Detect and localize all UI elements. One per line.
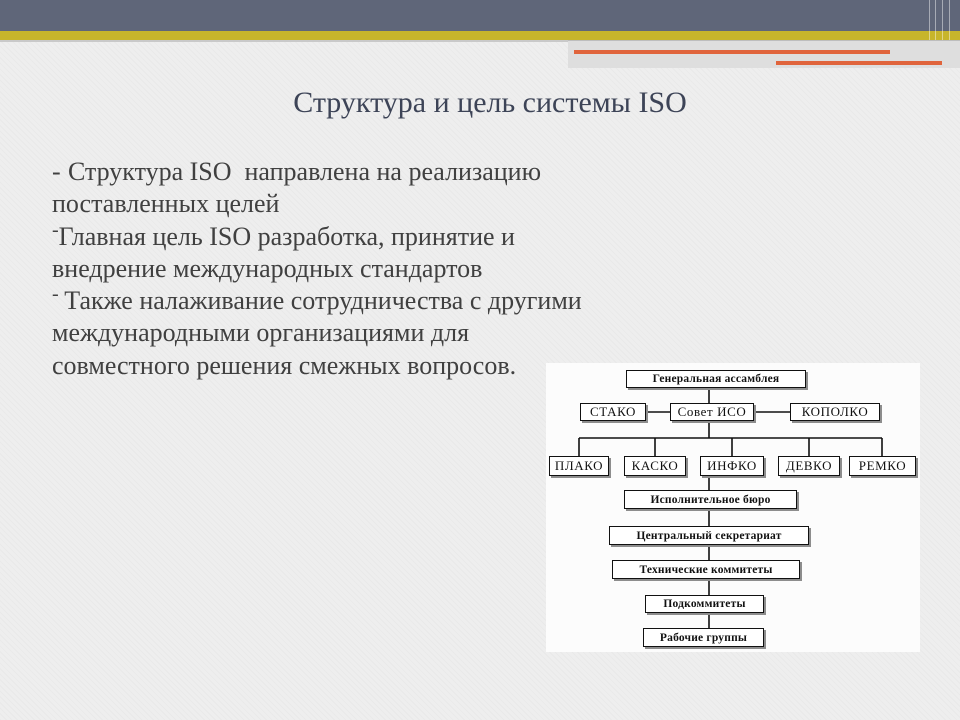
text-line [52,285,582,317]
header-accent-stripe [0,31,960,40]
bullet-marker: - [52,157,61,186]
bullet-paragraph [52,285,582,382]
header-divider [0,40,568,42]
text-line: внедрение международных стандартов [52,253,483,283]
slide-title: Структура и цель системы ISO [293,86,687,119]
box-executive-bureau: Исполнительное бюро [624,490,797,509]
bullet-paragraph [52,218,582,286]
text-line: совместного решения смежных вопросов. [52,350,517,380]
decor-stripe [942,0,943,40]
body-text [52,156,582,382]
header-band [0,0,960,31]
text-line [52,218,582,253]
box-remco: РЕМКО [849,456,916,476]
box-working-groups: Рабочие группы [643,628,764,647]
line-text: Главная цель ISO разработка, принятие и [58,221,515,251]
text-line [52,156,582,188]
decor-stripe [929,0,930,40]
decor-stripe [949,0,950,40]
accent-line [776,61,942,65]
box-placo: ПЛАКО [549,456,609,476]
box-technical-committees: Технические коммитеты [612,560,800,579]
box-stako: СТАКО [580,403,646,421]
line-text: Также налаживание сотрудничества с другими [64,286,582,316]
box-subcommittees: Подкоммитеты [645,595,764,613]
line-text: Структура ISO направлена на реализацию [67,157,542,186]
decor-stripe [935,0,936,40]
box-council: Совет ИСО [670,403,754,421]
bullet-marker: - [52,218,59,241]
box-copolco: КОПОЛКО [790,403,880,421]
text-line: поставленных целей [52,189,280,219]
box-infco: ИНФКО [700,456,764,476]
bullet-marker: - [52,283,59,306]
box-central-secretariat: Центральный секретариат [609,526,809,545]
box-general-assembly: Генеральная ассамблея [626,370,806,388]
box-casco: КАСКО [624,456,686,476]
accent-line [574,50,890,54]
text-line: международными организациями для [52,318,470,348]
org-chart [546,363,920,652]
bullet-paragraph [52,156,582,221]
box-devco: ДЕВКО [778,456,840,476]
